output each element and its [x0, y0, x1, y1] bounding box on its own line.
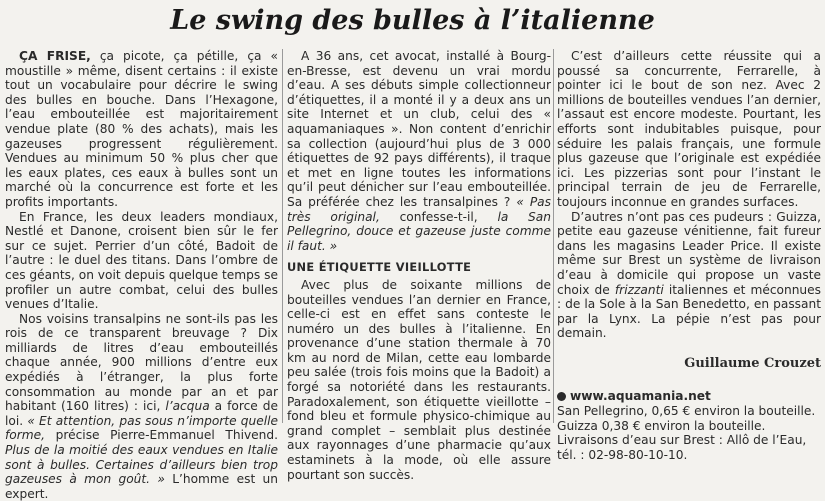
bullet-icon	[557, 392, 566, 401]
italic-text: frizzanti	[614, 282, 664, 297]
paragraph-6: C’est d’ailleurs cette réussite qui a poussé sa concurrente, Ferrarelle, à pointer ici le bout de son nez. Avec 2 millions de bouteilles vendues l’an dernier, l’assaut est encore modeste. Pourtant, les efforts sont indubitables puisque, pour séduire les palais français, une formule plus gazeuse que l’originale est expédiée ici. Les pizzerias sont pour l’instant le principal terrain de jeu de Ferrarelle, toujours inconnue en grandes surfaces.	[557, 49, 821, 209]
text: a force de loi.	[5, 399, 278, 428]
quote: « Pas très original,	[287, 194, 551, 224]
paragraph-3	[5, 312, 278, 501]
quote: la San Pellegrino, douce et gazeuse juste comme il faut. »	[287, 209, 551, 253]
column-rule-2	[553, 49, 554, 423]
website-line	[557, 389, 821, 404]
text: L’homme est un expert.	[5, 472, 278, 501]
headline: Le swing des bulles à l’italienne	[170, 5, 655, 36]
delivery-info: Livraisons d’eau sur Brest : Allô de l’Eau,	[557, 433, 807, 448]
italic-text: l’acqua	[165, 399, 210, 414]
column-2	[287, 49, 551, 482]
text: précise Pierre-Emmanuel Thivend.	[45, 428, 278, 443]
column-1	[5, 49, 278, 501]
info-box	[557, 389, 821, 462]
column-3	[557, 49, 821, 462]
quote: Plus de la moitié des eaux vendues en Italie sont à bulles. Certaines d’ailleurs bien trop gazeuses à mon goût. »	[5, 443, 278, 487]
quote: « Et attention, pas sous n’importe quelle forme,	[5, 413, 278, 443]
paragraph-7	[557, 210, 821, 341]
text: Nos voisins transalpins ne sont-ils pas les rois de ce transparent breuvage ? Dix milliards de litres d’eau embouteillés chaque année, 900 millions d’entre eux expédiés à l’étranger, la plus forte consommation au monde par an et par habitant (160 litres) : ici,	[5, 311, 278, 414]
paragraph-text: ça picote, ça pétille, ça « moustille » même, disent certains : il existe tout un vocabulaire pour décrire le swing des bulles en bouche. Dans l’Hexagone, l’eau embouteillée est majoritairement vendue plate (80 % des achats), mais les gazeuses progressent régulièrement. Vendues au minimum 50 % plus cher que les eaux plates, ces eaux à bulles sont un marché où la concurrence est forte et les profits importants.	[5, 49, 278, 209]
column-rule-1	[282, 49, 283, 423]
text: D’autres n’ont pas ces pudeurs : Guizza, petite eau gazeuse vénitienne, fait fureur dans les magasins Leader Price. Il existe même sur Brest un système de livraison d’eau à domicile qui propose un vaste choix de	[557, 209, 821, 297]
subheading: UNE ÉTIQUETTE VIEILLOTTE	[287, 260, 472, 275]
website-link[interactable]: www.aquamania.net	[570, 389, 711, 404]
price-san-pellegrino: San Pellegrino, 0,65 € environ la bouteille.	[557, 404, 816, 419]
text: A 36 ans, cet avocat, installé à Bourg-en-Bresse, est devenu un vrai mordu d’eau. A ses débuts simple collectionneur d’étiquettes, il a monté il y a deux ans un site Internet et un club, celui des « aquamaniaques ». Non content d’enrichir sa collection (aujourd’hui plus de 3 000 étiquettes de 92 pays différents), il traque et met en ligne toutes les informations qu’il peut dénicher sur l’eau embouteillée. Sa préférée chez les transalpines ?	[287, 49, 551, 209]
lead-in: ÇA FRISE,	[19, 49, 91, 63]
author-signature: Guillaume Crouzet	[684, 355, 821, 371]
paragraph-4	[287, 49, 551, 253]
paragraph-2: En France, les deux leaders mondiaux, Nestlé et Danone, croisent bien sûr le fer sur ce sujet. Perrier d’un côté, Badoit de l’autre : le duel des titans. Dans l’ombre de ces géants, on voit depuis quelque temps se profiler un autre combat, celui des bulles venues d’Italie.	[5, 209, 278, 312]
text: confesse-t-il,	[379, 209, 498, 224]
paragraph-1	[5, 49, 278, 210]
text: italiennes et méconnues : de la Sole à la San Benedetto, en passant par la Lynx. La pépie n’est pas pour demain.	[557, 282, 822, 341]
price-guizza: Guizza 0,38 € environ la bouteille.	[557, 418, 766, 433]
phone-info: tél. : 02-98-80-10-10.	[557, 447, 688, 462]
paragraph-5: Avec plus de soixante millions de bouteilles vendues l’an dernier en France, celle-ci est en effet sans conteste le numéro un des bulles à l’italienne. En provenance d’une station thermale à 70 km au nord de Milan, cette eau lombarde peu salée (trois fois moins que la Badoit) a forgé sa notoriété dans les restaurants. Paradoxalement, son étiquette vieillotte – fond bleu et formule physico-chimique au grand complet – semblait plus destinée aux rayonnages d’une pharmacie qu’aux estaminets à la mode, où elle assure pourtant son succès.	[287, 277, 551, 482]
